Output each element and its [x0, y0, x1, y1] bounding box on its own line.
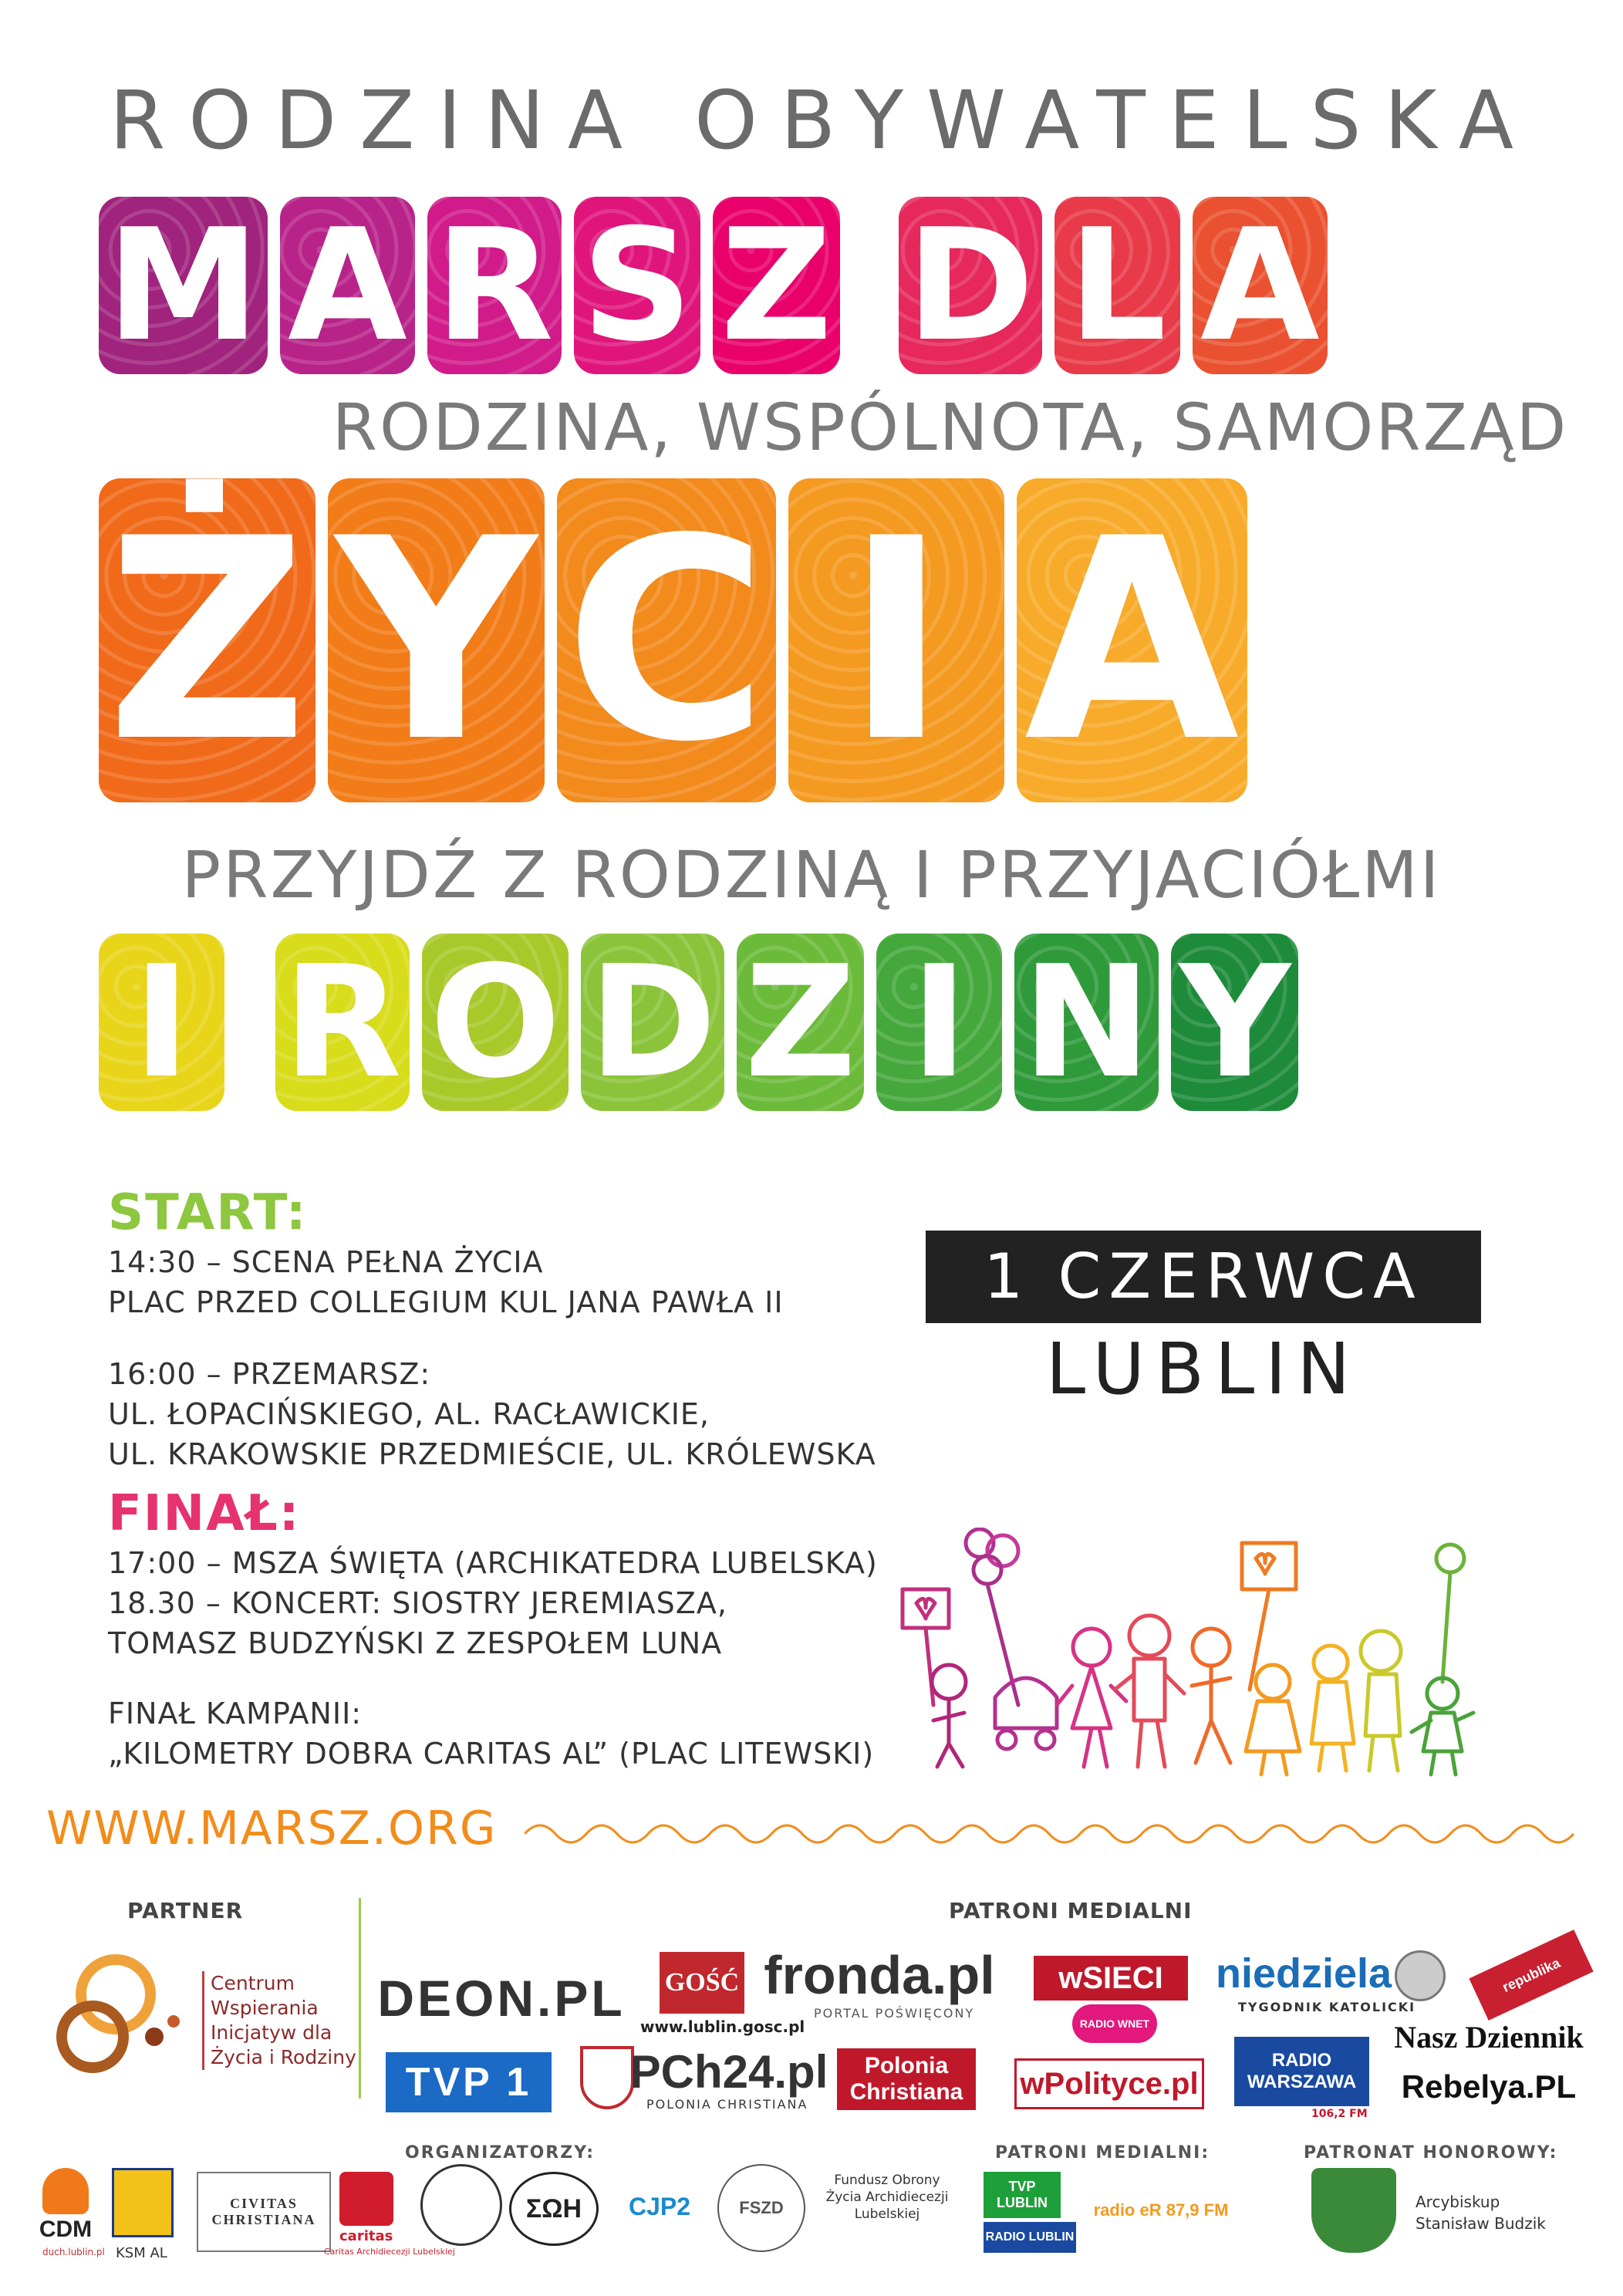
- logo-wpolityce: wPolityce.pl: [1014, 2058, 1204, 2109]
- logo-fszd: FSZD: [717, 2164, 805, 2252]
- pch-subtitle: POLONIA CHRISTIANA: [646, 2097, 808, 2112]
- title-letter: Y: [328, 478, 545, 802]
- title-letter: Z: [737, 934, 864, 1111]
- title-letter: I: [788, 478, 1004, 802]
- logo-deon: DEON.PL: [377, 1970, 626, 2027]
- title-letter: I: [876, 934, 1002, 1111]
- logo-republika: republika: [1469, 1930, 1593, 2021]
- kicker-text: RODZINA OBYWATELSKA: [109, 73, 1537, 167]
- title-letter: Y: [1171, 934, 1298, 1111]
- caritas-subtitle: Caritas Archidiecezji Lubelskiej: [324, 2247, 455, 2257]
- start-line: PLAC PRZED COLLEGIUM KUL JANA PAWŁA II: [108, 1285, 784, 1319]
- title-letter: R: [275, 934, 410, 1111]
- family-drawing-illustration: [887, 1528, 1504, 1782]
- wavy-line-decoration: [525, 1817, 1589, 1848]
- title-letter: L: [1054, 197, 1180, 374]
- title-letter: M: [99, 197, 268, 374]
- logo-cjp2: CJP2: [628, 2192, 691, 2220]
- logo-tvp-lublin: TVP LUBLIN: [984, 2172, 1061, 2218]
- title-letter: Ż: [99, 478, 315, 802]
- title-letter: A: [1017, 478, 1247, 802]
- partner-name: Centrum Wspierania Inicjatyw dla Życia i Rodziny: [202, 1971, 357, 2070]
- march-line: UL. KRAKOWSKIE PRZEDMIEŚCIE, UL. KRÓLEWSKA: [108, 1437, 876, 1471]
- logo-tvp1: TVP 1: [386, 2052, 552, 2112]
- title-letter: S: [574, 197, 700, 374]
- duszpasterstwo-ship-icon: [420, 2164, 502, 2246]
- title-line-3: [93, 922, 1543, 1123]
- ksm-shield-icon: [112, 2168, 174, 2237]
- honorary-name: Arcybiskup Stanisław Budzik: [1415, 2193, 1546, 2233]
- cdm-flame-icon: [42, 2168, 89, 2214]
- logo-fronda: fronda.pl: [764, 1945, 995, 2005]
- logo-polonia-christiana: Polonia Christiana: [837, 2048, 976, 2110]
- subtitle-2: PRZYJDŹ Z RODZINĄ I PRZYJACIÓŁMI: [181, 837, 1442, 913]
- title-letter: I: [99, 934, 224, 1111]
- gosc-url: www.lublin.gosc.pl: [640, 2017, 805, 2036]
- niedziela-seal-icon: [1395, 1950, 1446, 2001]
- logo-sigma: ΣΩΗ: [509, 2172, 599, 2246]
- title-letter: C: [557, 478, 776, 802]
- title-letter: Z: [713, 197, 840, 374]
- title-letter: A: [280, 197, 415, 374]
- title-letter: R: [427, 197, 562, 374]
- campaign-line: „KILOMETRY DOBRA CARITAS AL” (PLAC LITEWSKI): [108, 1737, 875, 1771]
- fronda-subtitle: PORTAL POŚWIĘCONY: [814, 2006, 975, 2021]
- logo-radio-lublin: RADIO LUBLIN: [984, 2222, 1076, 2253]
- warszawa-frequency: 106,2 FM: [1311, 2108, 1368, 2120]
- pch-shield-icon: [580, 2046, 634, 2109]
- niedziela-subtitle: TYGODNIK KATOLICKI: [1238, 2000, 1416, 2014]
- final-info: [108, 1543, 878, 1663]
- archbishop-coat-of-arms-icon: [1311, 2168, 1396, 2253]
- title-line-1: [93, 185, 1543, 386]
- media-patrons-label: PATRONI MEDIALNI: [949, 1898, 1193, 1923]
- logo-cdm: CDM: [39, 2217, 93, 2242]
- logo-civitas: CIVITAS CHRISTIANA: [197, 2172, 331, 2252]
- organizers-label: ORGANIZATORZY:: [405, 2143, 596, 2163]
- title-line-2: [93, 471, 1543, 810]
- logo-nasz-dziennik: Nasz Dziennik: [1394, 2019, 1584, 2055]
- campaign-info: [108, 1693, 874, 1774]
- march-info: [108, 1354, 876, 1474]
- title-letter: N: [1014, 934, 1159, 1111]
- date-badge: 1 CZERWCA: [926, 1231, 1481, 1323]
- caritas-cross-icon: [339, 2172, 393, 2226]
- march-line: 16:00 – PRZEMARSZ:: [108, 1357, 431, 1391]
- logo-radio-warszawa: RADIO WARSZAWA: [1234, 2037, 1369, 2106]
- logo-wsieci: wSIECI: [1034, 1956, 1188, 2001]
- logo-ksm: KSM AL: [116, 2245, 167, 2261]
- partner-logo-icon: [42, 1952, 197, 2083]
- campaign-line: FINAŁ KAMPANII:: [108, 1697, 363, 1730]
- start-info: [108, 1242, 784, 1322]
- final-line: 18.30 – KONCERT: SIOSTRY JEREMIASZA,: [108, 1586, 727, 1620]
- fundusz-name: Fundusz Obrony Życia Archidiecezji Lubelskiej: [825, 2173, 949, 2222]
- logo-radio-wnet: RADIO WNET: [1072, 2004, 1157, 2043]
- logo-radio-er: radio eR 87,9 FM: [1093, 2200, 1229, 2220]
- cdm-subtitle: duch.lublin.pl: [42, 2247, 105, 2257]
- partner-divider: [359, 1898, 361, 2098]
- march-line: UL. ŁOPACIŃSKIEGO, AL. RACŁAWICKIE,: [108, 1397, 710, 1431]
- media-patrons-2-label: PATRONI MEDIALNI:: [995, 2143, 1210, 2163]
- website-link[interactable]: WWW.MARSZ.ORG: [46, 1801, 498, 1855]
- logo-caritas: caritas: [339, 2228, 393, 2244]
- logo-gosc: GOŚĆ: [660, 1952, 744, 2014]
- title-letter: A: [1193, 197, 1328, 374]
- title-letter: O: [422, 934, 569, 1111]
- subtitle-1: RODZINA, WSPÓLNOTA, SAMORZĄD: [332, 390, 1569, 465]
- partner-label: PARTNER: [127, 1898, 244, 1923]
- honorary-label: PATRONAT HONOROWY:: [1304, 2143, 1558, 2163]
- logo-niedziela: niedziela: [1215, 1950, 1392, 1997]
- start-title: START:: [108, 1184, 308, 1241]
- final-title: FINAŁ:: [108, 1485, 301, 1542]
- title-letter: D: [581, 934, 724, 1111]
- city-label: LUBLIN: [1045, 1328, 1361, 1410]
- final-line: TOMASZ BUDZYŃSKI Z ZESPOŁEM LUNA: [108, 1626, 723, 1660]
- logo-pch24: PCh24.pl: [629, 2045, 828, 2098]
- title-letter: D: [899, 197, 1042, 374]
- logo-rebelya: Rebelya.PL: [1401, 2068, 1577, 2105]
- start-line: 14:30 – SCENA PEŁNA ŻYCIA: [108, 1245, 544, 1279]
- final-line: 17:00 – MSZA ŚWIĘTA (ARCHIKATEDRA LUBELSKA): [108, 1546, 878, 1580]
